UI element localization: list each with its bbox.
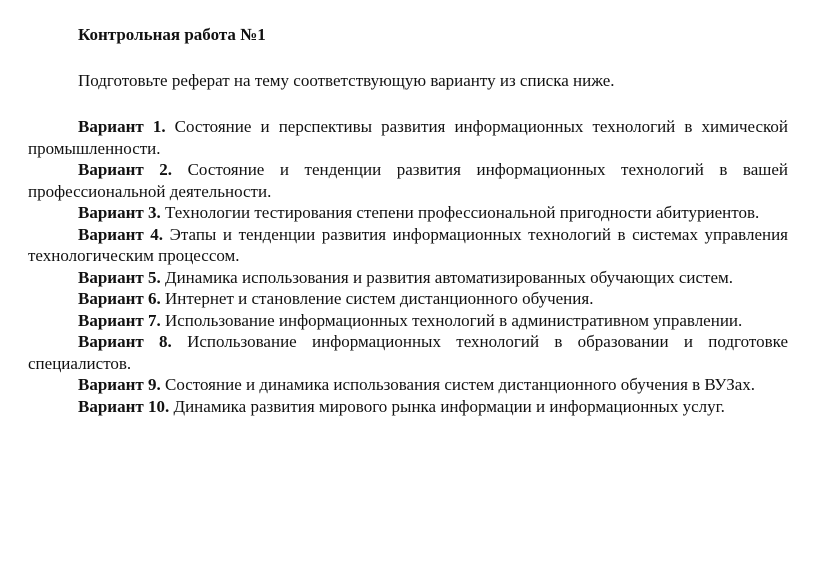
variant-item xyxy=(28,159,788,202)
variant-number: Вариант 1. xyxy=(78,117,166,136)
variant-number: Вариант 9. xyxy=(78,375,161,394)
variant-number: Вариант 8. xyxy=(78,332,172,351)
variant-number: Вариант 5. xyxy=(78,267,161,287)
variant-item xyxy=(28,202,788,224)
variant-item xyxy=(28,374,788,396)
variant-item xyxy=(28,224,788,267)
variant-number: Вариант 3. xyxy=(78,203,161,222)
variant-item xyxy=(28,310,788,332)
variant-item xyxy=(28,396,788,418)
assignment-instructions: Подготовьте реферат на тему соответствующую варианту из списка ниже. xyxy=(78,71,615,90)
variant-topic: Состояние и тенденции развития информационных технологий в вашей профессиональной деятельности. xyxy=(28,160,789,201)
variant-list xyxy=(28,116,788,417)
variant-topic: Интернет и становление систем дистанционного обучения. xyxy=(160,289,594,308)
variant-topic: Динамика использования и развития автоматизированных обучающих систем. xyxy=(160,267,734,287)
document-title: Контрольная работа №1 xyxy=(78,25,266,44)
variant-topic: Использование информационных технологий в административном управлении. xyxy=(160,310,743,330)
variant-topic: Использование информационных технологий в образовании и подготовке специалистов. xyxy=(28,332,788,373)
variant-topic: Состояние и перспективы развития информационных технологий в химической промышленности. xyxy=(28,117,789,158)
variant-item xyxy=(28,331,788,374)
variant-number: Вариант 10. xyxy=(78,396,170,416)
variant-topic: Технологии тестирования степени профессиональной пригодности абитуриентов. xyxy=(160,203,760,222)
variant-topic: Этапы и тенденции развития информационных технологий в системах управления технологическим процессом. xyxy=(28,224,789,265)
variant-number: Вариант 7. xyxy=(78,310,161,330)
variant-item xyxy=(28,288,788,310)
variant-topic: Динамика развития мирового рынка информации и информационных услуг. xyxy=(169,396,725,416)
variant-number: Вариант 6. xyxy=(78,289,161,308)
document-page xyxy=(28,18,788,417)
variant-number: Вариант 2. xyxy=(78,160,173,179)
variant-item xyxy=(28,116,788,159)
variant-topic: Состояние и динамика использования систем дистанционного обучения в ВУЗах. xyxy=(160,375,756,394)
variant-item xyxy=(28,267,788,289)
variant-number: Вариант 4. xyxy=(78,224,164,244)
